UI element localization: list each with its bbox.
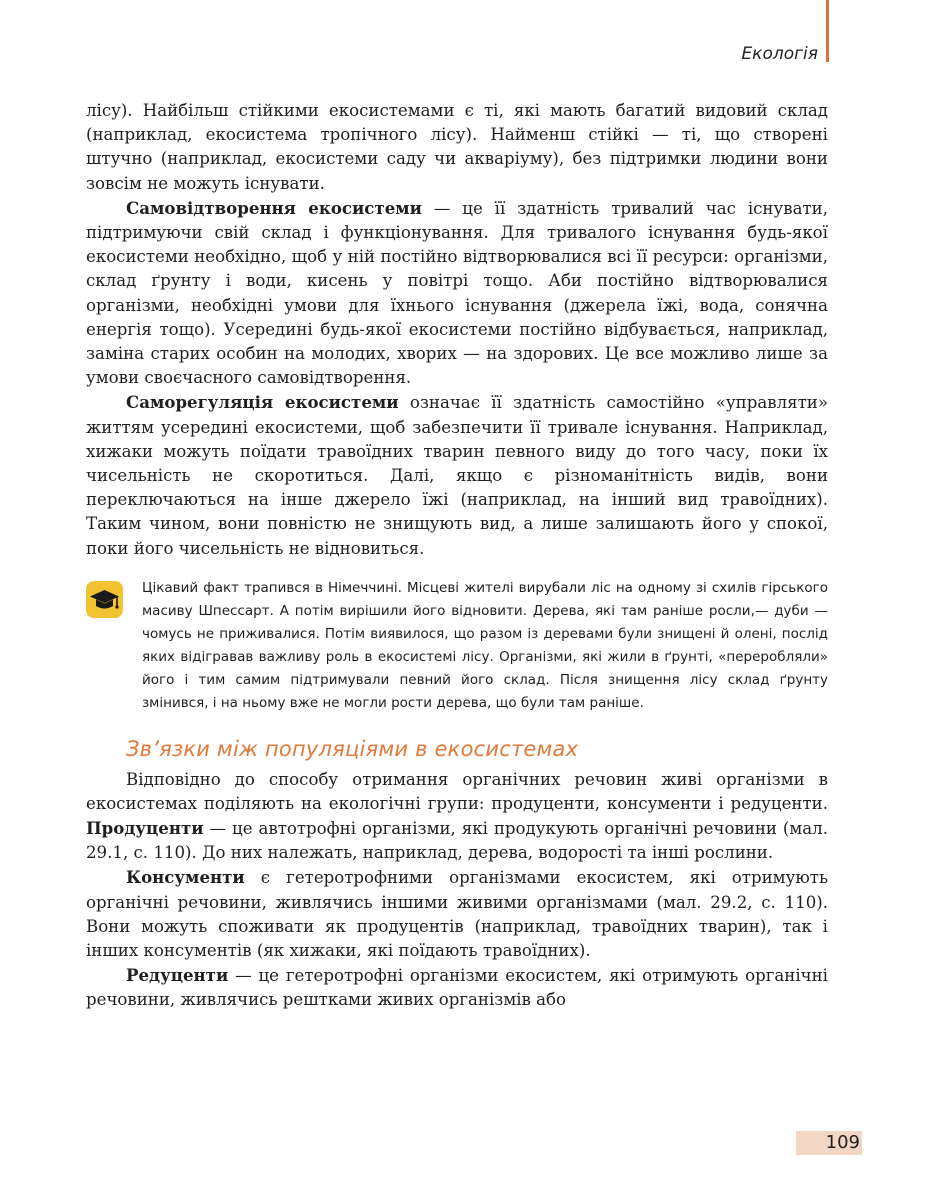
paragraph-ecological-groups bbox=[86, 768, 828, 866]
paragraph-continuation: лісу). Найбільш стійкими екосистемами є ті, які мають багатий видовий склад (наприклад, екосистема тропічного лісу). Найменш стійкі — ті, що створені штучно (наприклад, екосистеми саду чи акваріуму), без підтримки людини вони зовсім не можуть існувати. bbox=[86, 101, 828, 193]
paragraph-consumers bbox=[86, 865, 828, 963]
paragraph-text: означає її здатність самостійно «управляти» життям усередині екосистеми, щоб забезпечити її тривале існування. Наприклад, хижаки можуть поїдати травоїдних тварин певного виду до того часу, поки їх чисельність не скоротиться. Далі, якщо є різноманітність видів, вони переключаються на інше джерело їжі (наприклад, на інший вид травоїдних). Таким чином, вони повністю не знищують вид, а лише залишають його у спокої, поки його чисельність не відновиться. bbox=[86, 393, 828, 558]
running-header: Екологія bbox=[741, 44, 818, 64]
paragraph-text: є гетеротрофними організмами екосистем, які отримують органічні речовини, живлячись іншими живими організмами (мал. 29.2, с. 110). Вони можуть споживати як продуцентів (наприклад, травоїдних тварин), так і інших консументів (як хижаки, які поїдають травоїдних). bbox=[86, 868, 828, 961]
fact-text: Цікавий факт трапився в Німеччині. Місцеві жителі вирубали ліс на одному зі схилів гірського масиву Шпессарт. А потім вирішили його відновити. Дерева, які там раніше росли,— дуби — чомусь не приживалися. Потім виявилося, що разом із деревами були знищені й олені, послід яких відігравав важливу роль в екосистемі лісу. Організми, які жили в ґрунті, «переробляли» його і тим самим підтримували певний його склад. Після знищення лісу склад ґрунту змінився, і на ньому вже не могли рости дерева, що були там раніше. bbox=[142, 579, 828, 712]
interesting-fact-box bbox=[86, 577, 828, 716]
term-decomposers: Редуценти bbox=[126, 965, 229, 986]
term-consumers: Консументи bbox=[126, 867, 245, 888]
graduation-cap-icon bbox=[86, 581, 123, 618]
term-self-reproduction: Самовідтворення екосистеми bbox=[126, 197, 422, 218]
paragraph-text: — це гетеротрофні організми екосистем, які отримують органічні речовини, живлячись рештками живих організмів або bbox=[86, 966, 828, 1010]
paragraph-text: Відповідно до способу отримання органічних речовин живі організми в екосистемах поділяють на екологічні групи: продуценти, консументи і редуценти. bbox=[86, 769, 828, 813]
paragraph-text: — це її здатність тривалий час існувати, підтримуючи свій склад і функціонування. Для тривалого існування будь-якої екосистеми необхідно, щоб у ній постійно відтворювалися всі її ресурси: організми, склад ґрунту і води, кисень у повітрі тощо. Аби постійно відтворювалися організми, необхідні умови для їхнього існування (джерела їжі, вода, сонячна енергія тощо). Усередині будь-якої екосистеми постійно відбувається, наприклад, заміна старих особин на молодих, хворих — на здорових. Це все можливо лише за умови своєчасного самовідтворення. bbox=[86, 198, 828, 388]
paragraph-decomposers bbox=[86, 963, 828, 1012]
page-body bbox=[86, 99, 828, 1013]
paragraph-text: — це автотрофні організми, які продукують органічні речовини (мал. 29.1, с. 110). До них належать, наприклад, дерева, водорості та інші рослини. bbox=[86, 819, 828, 863]
paragraph-self-regulation bbox=[86, 390, 828, 560]
term-producers: Продуценти bbox=[86, 818, 204, 839]
paragraph-self-reproduction bbox=[86, 196, 828, 391]
page-number: 109 bbox=[796, 1131, 862, 1155]
section-heading: Зв’язки між популяціями в екосистемах bbox=[126, 737, 579, 762]
header-accent-rule bbox=[826, 0, 829, 62]
term-self-regulation: Саморегуляція екосистеми bbox=[126, 392, 399, 413]
